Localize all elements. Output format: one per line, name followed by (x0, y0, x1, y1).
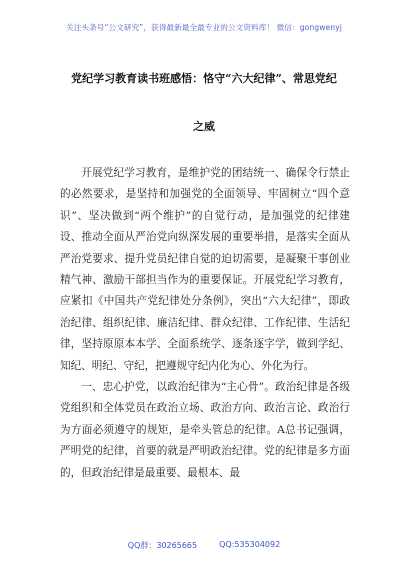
document-title-line-1: 党纪学习教育读书班感悟：恪守“六大纪律”、常思党纪 (71, 72, 337, 85)
document-title-line-2: 之威 (193, 120, 215, 133)
paragraph-intro: 开展党纪学习教育，是维护党的团结统一、确保令行禁止的必然要求，是坚持和加强党的全面领导、牢固树立“四个意识”、坚决做到“两个维护”的自觉行动，是加强党的纪律建设、推动全面从严治党向纵深发展的重要举措，是落实全面从严治党要求、提升党员纪律自觉的迫切需要，是凝聚干事创业精气神、激励干部担当作为的重要保证。开展党纪学习教育，应紧扣《中国共产党纪律处分条例》，突出“六大纪律”，即政治纪律、组织纪律、廉洁纪律、群众纪律、工作纪律、生活纪律，坚持原原本本学、全面系统学、逐条逐字学，做到学纪、知纪、明纪、守纪，把遵规守纪内化为心、外化为行。 (60, 167, 350, 372)
paragraph-section-1: 一、忠心护党，以政治纪律为“主心骨”。政治纪律是各级党组织和全体党员在政治立场、政治方向、政治言论、政治行为方面必须遵守的规矩，是牵头管总的纪律。A总书记强调，严明党的纪律，首要的就是严明政治纪律。党的纪律是多方面的，但政治纪律是最重要、最根本、最 (60, 381, 350, 479)
document-body (60, 163, 350, 484)
footer-qq: QQ:535304092 (219, 540, 281, 549)
footer-qq-group: QQ群：30265665 (127, 541, 198, 550)
header-promo-note: 关注头条号“公文研究”，获得最新最全最专业的公文资料库！ 微信：gongwenyj (66, 23, 342, 32)
page-footer (0, 540, 408, 551)
